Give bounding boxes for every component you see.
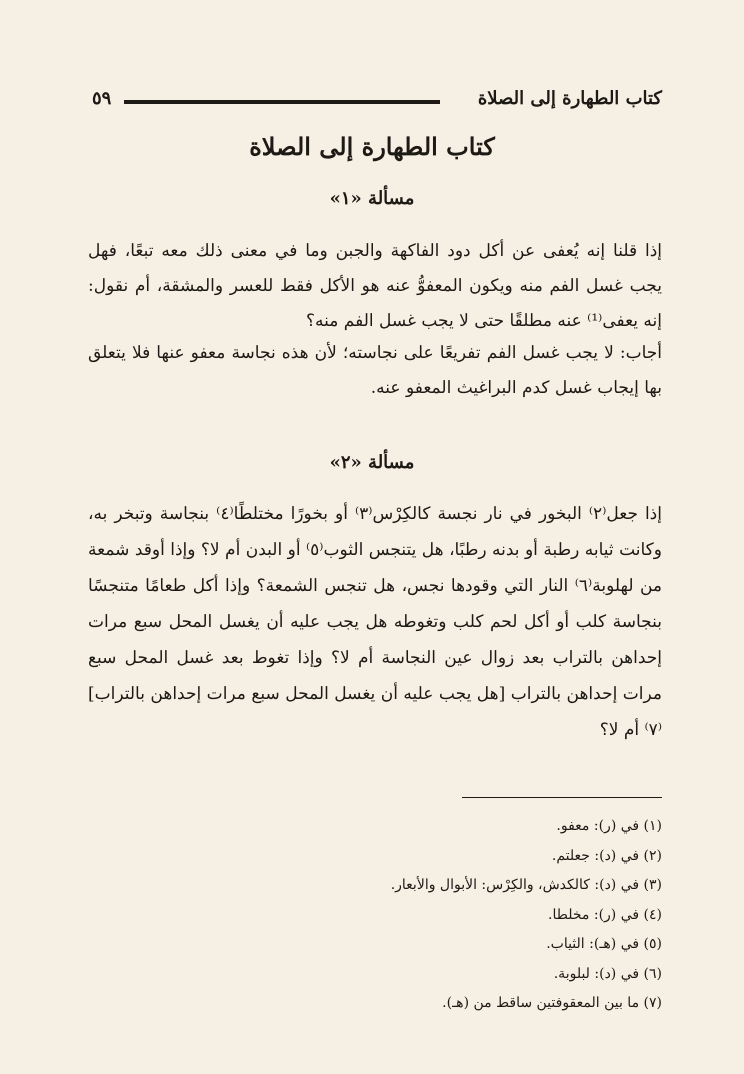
issue-2-title: مسألة «٢» — [329, 452, 415, 473]
footnote-6: (٦) في (د): لبلوبة. — [553, 965, 662, 982]
header-rule — [124, 100, 440, 104]
running-title: كتاب الطهارة إلى الصلاة — [477, 88, 662, 109]
footnote-2: (٢) في (د): جعلتم. — [551, 847, 662, 864]
footnote-3: (٣) في (د): كالكدش، والكِرْس: الأبوال والأبعار. — [390, 877, 662, 893]
footnote-1: (١) في (ر): معفو. — [556, 818, 662, 834]
footnotes-list — [88, 812, 662, 1019]
issue-1-answer: أجاب: لا يجب غسل الفم تفريعًا على نجاسته؛ لأن هذه نجاسة معفو عنها فلا يتعلق بها إيجاب غسل كدم البراغيث المعفو عنه. — [88, 343, 662, 398]
footnote-5: (٥) في (هـ): الثياب. — [546, 936, 662, 952]
issue-1-title: مسألة «١» — [329, 188, 415, 209]
issue-2-question: إذا جعل⁽٢⁾ البخور في نار نجسة كالكِرْس⁽٣⁾ أو بخورًا مختلطًا⁽٤⁾ بنجاسة وتبخر به، وكانت ثيابه رطبة أو بدنه رطبًا، هل يتنجس الثوب⁽٥⁾ أو البدن أم لا؟ وإذا أوقد شمعة من لهلوبة⁽٦⁾ النار التي وقودها نجس، هل تنجس الشمعة؟ وإذا أكل طعامًا متنجسًا بنجاسة كلب أو أكل لحم كلب وتغوطه هل يجب عليه أن يغسل المحل سبع مرات إحداهن بالتراب بعد زوال عين النجاسة أم لا؟ وإذا تغوط بعد غسل المحل سبع مرات إحداهن بالتراب [هل يجب عليه أن يغسل المحل سبع مرات إحداهن بالتراب]⁽٧⁾ أم لا؟ — [88, 504, 662, 740]
footnote-separator — [462, 797, 662, 798]
footnote-7: (٧) ما بين المعقوفتين ساقط من (هـ). — [442, 995, 662, 1011]
book-title: كتاب الطهارة إلى الصلاة — [249, 132, 495, 161]
page-number: ٥٩ — [92, 88, 112, 109]
issue-1-question: إذا قلنا إنه يُعفى عن أكل دود الفاكهة والجبن وما في معنى ذلك معه تبعًا، فهل يجب غسل الفم منه ويكون المعفوُّ عنه هو الأكل فقط للعسر والمشقة، أم نقول: إنه يعفى⁽¹⁾ عنه مطلقًا حتى لا يجب غسل الفم منه؟ — [88, 241, 662, 331]
running-header — [92, 88, 662, 118]
footnote-4: (٤) في (ر): مخلطا. — [548, 906, 662, 923]
